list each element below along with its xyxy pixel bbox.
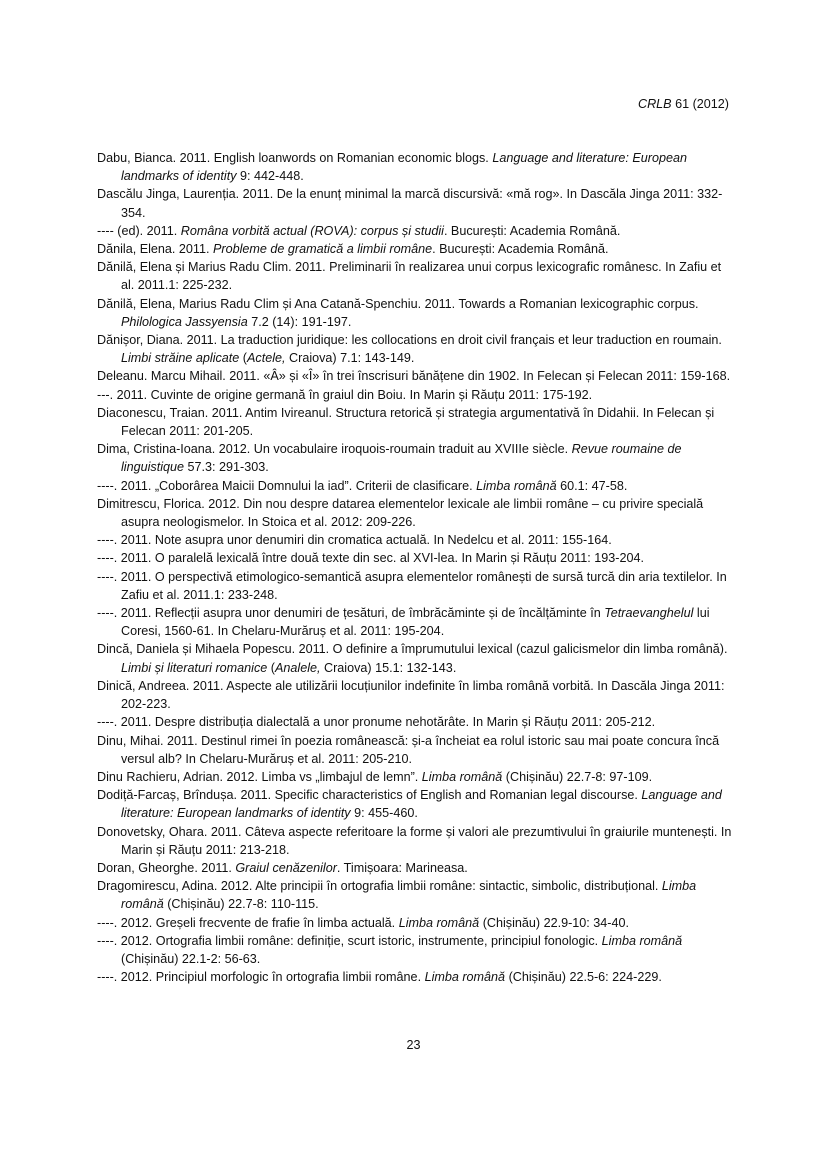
- reference-entry: [97, 786, 737, 822]
- reference-italic-segment: Limba română: [121, 879, 697, 912]
- reference-entry: [97, 914, 737, 932]
- reference-segment: Dinică, Andreea. 2011. Aspecte ale utilizării locuțiunilor indefinite în limba română vorbită. In Dascăla Jinga 2011: 202-223.: [97, 678, 725, 712]
- reference-entry: [97, 386, 737, 404]
- reference-segment: Dodiță-Farcaș, Brîndușa. 2011. Specific characteristics of English and Romanian legal discourse.: [97, 788, 642, 803]
- reference-segment: ----. 2012. Greșeli frecvente de frafie în limba actuală.: [97, 915, 399, 930]
- reference-segment: Dima, Cristina-Ioana. 2012. Un vocabulaire iroquois-roumain traduit au XVIIIe siècle.: [97, 442, 572, 457]
- reference-segment: ---. 2011. Cuvinte de origine germană în graiul din Boiu. In Marin și Răuțu 2011: 175-192.: [97, 387, 593, 402]
- reference-entry: [97, 531, 737, 549]
- reference-entry: [97, 677, 737, 713]
- reference-segment: 9: 442-448.: [236, 169, 304, 184]
- reference-segment: (Chișinău) 22.7-8: 97-109.: [502, 769, 653, 784]
- reference-segment: ----. 2011. Note asupra unor denumiri din cromatica actuală. In Nedelcu et al. 2011: 155-164.: [97, 533, 612, 548]
- reference-segment: (: [239, 351, 248, 366]
- reference-entry: [97, 240, 737, 258]
- reference-segment: . București: Academia Română.: [443, 223, 621, 238]
- reference-italic-segment: Limba română: [424, 970, 506, 985]
- reference-entry: [97, 604, 737, 640]
- reference-italic-segment: Revue roumaine de linguistique: [121, 442, 682, 475]
- reference-italic-segment: Limbi și literaturi romanice: [121, 660, 268, 675]
- reference-segment: Craiova) 15.1: 132-143.: [320, 660, 457, 675]
- reference-segment: Dinu, Mihai. 2011. Destinul rimei în poezia românească: și-a încheiat ea rolul istoric sau mai poate concura încă versul alb? In Chelaru-Murăruș et al. 2011: 205-210.: [97, 733, 720, 766]
- reference-entry: [97, 258, 737, 294]
- reference-segment: Deleanu. Marcu Mihail. 2011. «Â» și «Î» în trei înscrisuri bănățene din 1902. In Felecan și Felecan 2011: 159-168.: [97, 369, 731, 384]
- reference-segment: ----. 2011. O paralelă lexicală între două texte din sec. al XVI-lea. In Marin și Răuțu 2011: 193-204.: [97, 551, 644, 566]
- reference-italic-segment: Tetraevanghelul: [604, 606, 694, 621]
- reference-entry: [97, 440, 737, 476]
- reference-entry: [97, 732, 737, 768]
- reference-segment: 57.3: 291-303.: [184, 460, 269, 475]
- reference-segment: Dincă, Daniela și Mihaela Popescu. 2011. O definire a împrumutului lexical (cazul galicismelor din limba română).: [97, 642, 728, 657]
- reference-entry: [97, 185, 737, 221]
- reference-entry: [97, 640, 737, 676]
- reference-segment: Dascălu Jinga, Laurenția. 2011. De la enunț minimal la marcă discursivă: «mă rog». In Dascăla Jinga 2011: 332-354.: [97, 187, 723, 220]
- reference-entry: [97, 859, 737, 877]
- reference-entry: [97, 367, 737, 385]
- reference-italic-segment: Limba română: [421, 769, 503, 784]
- reference-entry: [97, 768, 737, 786]
- reference-entry: [97, 149, 737, 185]
- reference-segment: Dănișor, Diana. 2011. La traduction juridique: les collocations en droit civil français et leur traduction en roumain.: [97, 333, 722, 348]
- reference-segment: Dabu, Bianca. 2011. English loanwords on Romanian economic blogs.: [97, 151, 493, 165]
- reference-segment: Dinu Rachieru, Adrian. 2012. Limba vs „limbajul de lemn”.: [97, 769, 422, 784]
- reference-entry: [97, 495, 737, 531]
- reference-segment: ----. 2011. Reflecții asupra unor denumiri de țesături, de îmbrăcăminte și de încălțăminte în: [97, 606, 605, 621]
- reference-segment: 7.2 (14): 191-197.: [247, 314, 352, 329]
- reference-segment: . București: Academia Română.: [432, 242, 609, 257]
- reference-italic-segment: Graiul cenăzenilor: [235, 860, 337, 875]
- reference-italic-segment: Româna vorbită actual (ROVA): corpus și studii: [180, 223, 444, 238]
- reference-italic-segment: Limba română: [601, 933, 683, 948]
- reference-segment: (Chișinău) 22.5-6: 224-229.: [505, 970, 662, 985]
- page-number: 23: [406, 1038, 421, 1052]
- reference-segment: ----. 2011. Despre distribuția dialectală a unor pronume nehotărâte. In Marin și Răuțu 2011: 205-212.: [97, 715, 656, 730]
- reference-italic-segment: Analele,: [274, 660, 321, 675]
- volume-year: 61 (2012): [671, 97, 729, 111]
- reference-segment: (: [267, 660, 275, 675]
- reference-segment: Donovetsky, Ohara. 2011. Câteva aspecte referitoare la forme și valori ale prezumtivului în graiurile muntenești. In Marin și Răuțu 2011: 213-218.: [97, 824, 732, 857]
- reference-italic-segment: Actele,: [247, 351, 286, 366]
- reference-entry: [97, 477, 737, 495]
- reference-entry: [97, 877, 737, 913]
- reference-italic-segment: Language and literature: European landmarks of identity: [121, 788, 722, 821]
- reference-entry: [97, 404, 737, 440]
- reference-entry: [97, 713, 737, 731]
- reference-segment: 9: 455-460.: [350, 806, 418, 821]
- reference-entry: [97, 823, 737, 859]
- reference-entry: [97, 932, 737, 968]
- reference-entry: [97, 295, 737, 331]
- reference-italic-segment: Limba română: [476, 478, 557, 493]
- reference-entry: [97, 549, 737, 567]
- reference-segment: (Chișinău) 22.7-8: 110-115.: [163, 897, 319, 912]
- reference-segment: Craiova) 7.1: 143-149.: [285, 351, 415, 366]
- reference-segment: Dănila, Elena. 2011.: [97, 242, 213, 257]
- reference-italic-segment: Philologica Jassyensia: [121, 314, 248, 329]
- reference-entry: [97, 331, 737, 367]
- reference-italic-segment: Probleme de gramatică a limbii române: [213, 242, 433, 257]
- reference-segment: Dragomirescu, Adina. 2012. Alte principii în ortografia limbii române: sintactic, simbolic, distribuțional.: [97, 879, 662, 894]
- reference-segment: ----. 2012. Ortografia limbii române: definiție, scurt istoric, instrumente, principiul fonologic.: [97, 933, 602, 948]
- reference-segment: Dimitrescu, Florica. 2012. Din nou despre datarea elementelor lexicale ale limbii române – cu privire specială asupra neologismelor. In Stoica et al. 2012: 209-226.: [97, 496, 704, 530]
- bibliography-list: [97, 149, 737, 986]
- reference-segment: Dănilă, Elena și Marius Radu Clim. 2011. Preliminarii în realizarea unui corpus lexicografic românesc. In Zafiu et al. 2011.1: 225-232.: [97, 260, 722, 293]
- running-header: [638, 96, 729, 112]
- reference-segment: ----. 2011. „Coborârea Maicii Domnului la iad”. Criterii de clasificare.: [97, 478, 477, 493]
- reference-segment: (Chișinău) 22.9-10: 34-40.: [479, 915, 630, 930]
- reference-segment: Diaconescu, Traian. 2011. Antim Ivireanul. Structura retorică și strategia argumentativă în Didahii. In Felecan și Felecan 2011: 201-205.: [97, 405, 715, 439]
- journal-abbreviation: CRLB: [637, 97, 672, 111]
- reference-italic-segment: Language and literature: European landmarks of identity: [121, 151, 687, 184]
- reference-entry: [97, 222, 737, 240]
- reference-segment: Dănilă, Elena, Marius Radu Clim și Ana Catană-Spenchiu. 2011. Towards a Romanian lexicographic corpus.: [97, 296, 699, 311]
- reference-segment: . Timișoara: Marineasa.: [336, 860, 468, 875]
- reference-segment: ----. 2011. O perspectivă etimologico-semantică asupra elementelor românești de sursă turcă din aria textilelor. In Zafiu et al. 2011.1: 233-248.: [97, 569, 727, 602]
- reference-segment: ----. 2012. Principiul morfologic în ortografia limbii române.: [97, 970, 425, 985]
- reference-segment: Doran, Gheorghe. 2011.: [97, 860, 236, 875]
- reference-italic-segment: Limbi străine aplicate: [121, 351, 240, 366]
- reference-segment: lui Coresi, 1560-61. In Chelaru-Murăruș et al. 2011: 195-204.: [121, 606, 710, 639]
- reference-entry: [97, 968, 737, 986]
- reference-segment: ---- (ed). 2011.: [97, 223, 181, 238]
- reference-segment: (Chișinău) 22.1-2: 56-63.: [121, 951, 261, 966]
- reference-italic-segment: Limba română: [398, 915, 480, 930]
- reference-entry: [97, 568, 737, 604]
- reference-segment: 60.1: 47-58.: [556, 478, 628, 493]
